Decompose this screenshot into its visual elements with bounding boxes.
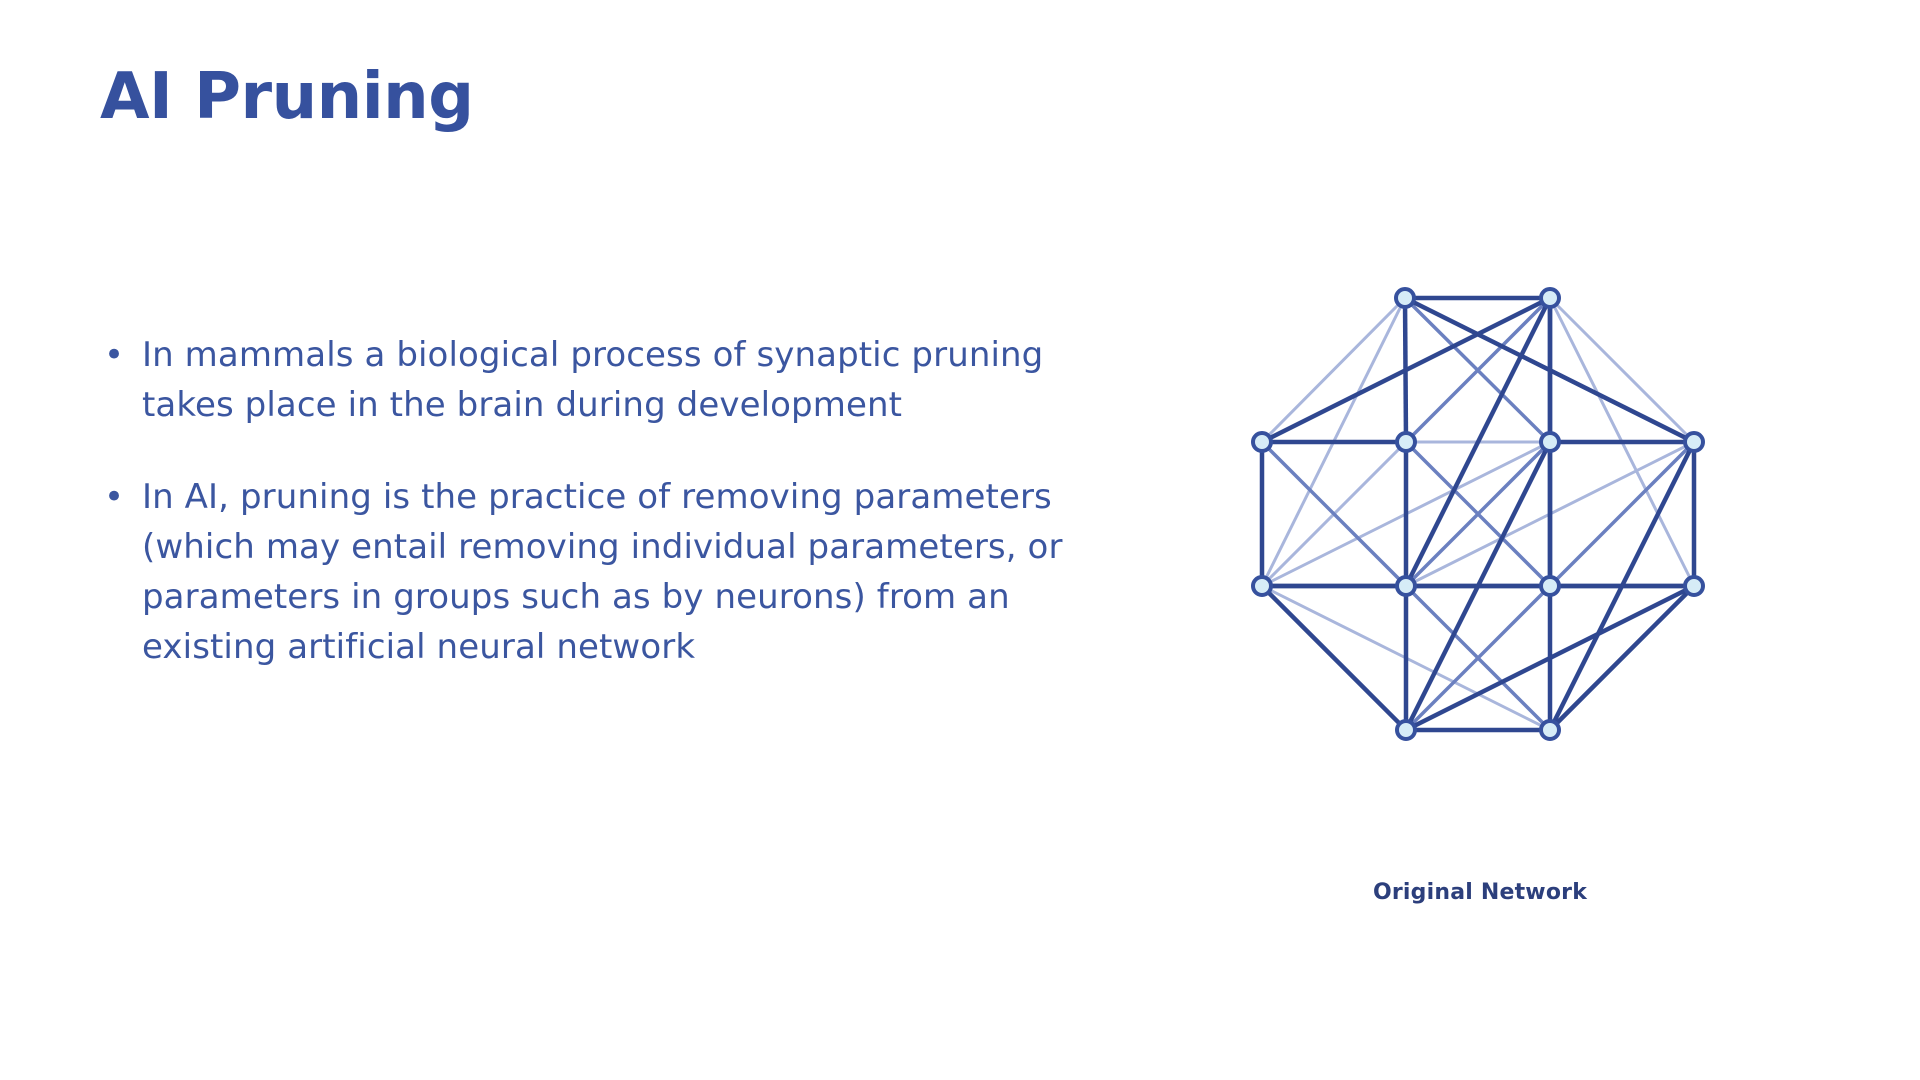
- network-node: [1685, 577, 1703, 595]
- network-node: [1397, 721, 1415, 739]
- network-diagram: [1180, 240, 1780, 820]
- bullet-marker-icon: •: [104, 477, 125, 517]
- network-graph-svg: [1180, 240, 1780, 820]
- network-node: [1396, 289, 1414, 307]
- page-title: AI Pruning: [100, 60, 474, 134]
- bullet-text: In mammals a biological process of synaptic pruning takes place in the brain during development: [142, 335, 1044, 425]
- network-node: [1541, 289, 1559, 307]
- network-node: [1253, 433, 1271, 451]
- network-node: [1541, 577, 1559, 595]
- list-item: [98, 472, 1088, 672]
- network-node: [1397, 433, 1415, 451]
- network-edges: [1262, 298, 1694, 730]
- bullet-list: [98, 330, 1088, 714]
- network-node: [1397, 577, 1415, 595]
- network-node: [1541, 721, 1559, 739]
- bullet-text: In AI, pruning is the practice of removing parameters (which may entail removing individual parameters, or parameters in groups such as by neurons) from an existing artificial neural network: [142, 477, 1063, 667]
- figure-caption: Original Network: [1372, 880, 1588, 905]
- network-node: [1253, 577, 1271, 595]
- network-node: [1685, 433, 1703, 451]
- list-item: [98, 330, 1088, 430]
- network-node: [1541, 433, 1559, 451]
- bullet-marker-icon: •: [104, 335, 125, 375]
